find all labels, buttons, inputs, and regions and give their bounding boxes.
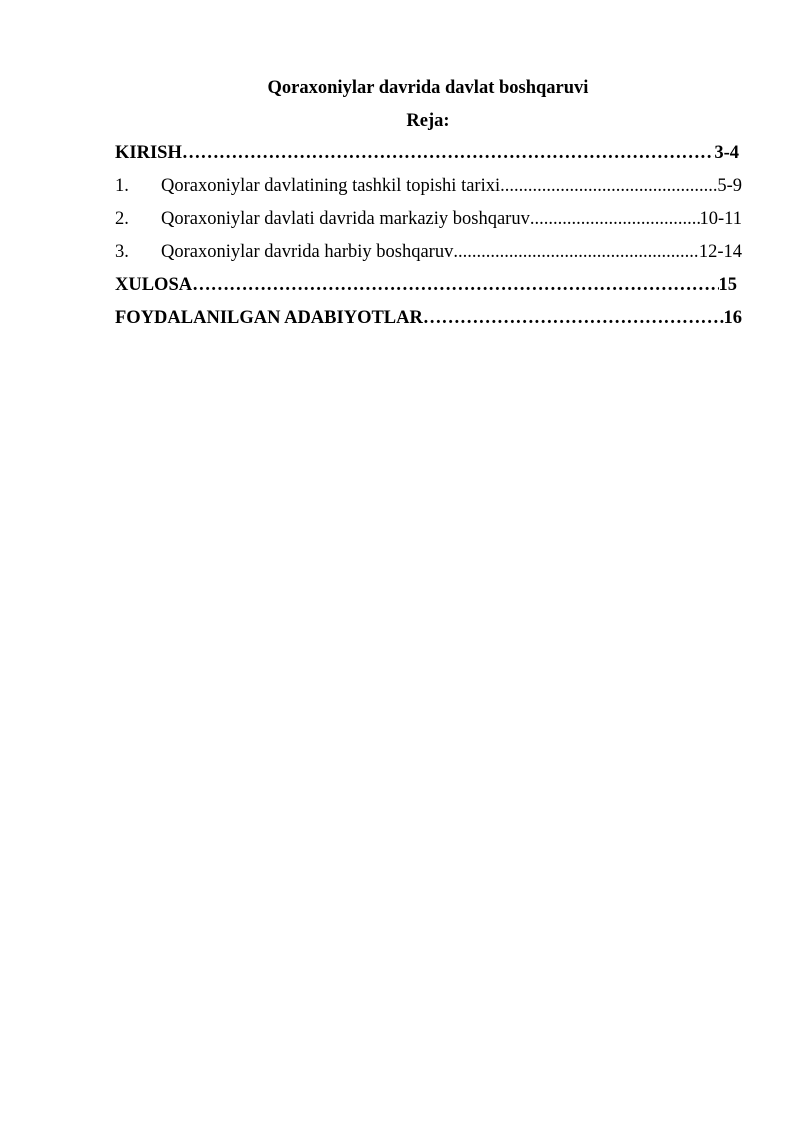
toc-entry-1 [115,175,742,208]
toc-leader-dots [453,241,699,263]
toc-entry-intro [115,142,739,175]
plan-heading: Reja: [406,111,450,131]
toc-conclusion-pages: 15 [718,275,737,295]
toc-leader-dots [192,274,718,296]
toc-entry-number: 2. [115,209,129,229]
toc-references-pages: 16 [723,308,742,328]
toc-entry-2 [115,208,742,241]
toc-leader-dots [423,307,724,329]
toc-references-label: FOYDALANILGAN ADABIYOTLAR [115,308,423,328]
toc-entry-label: Qoraxoniylar davlati davrida markaziy boshqaruv [161,209,530,229]
toc-leader-dots [182,142,715,164]
toc-entry-pages: 5-9 [717,176,742,196]
toc-entry-conclusion [115,274,737,307]
toc-entry-references [115,307,742,340]
toc-conclusion-label: XULOSA [115,275,193,295]
toc-entry-pages: 10-11 [699,209,742,229]
toc-entry-pages: 12-14 [698,242,742,262]
toc-entry-label: Qoraxoniylar davlatining tashkil topishi tarixi [161,176,501,196]
toc-leader-dots [500,175,717,197]
toc-entry-3 [115,241,742,274]
toc-intro-label: KIRISH [115,143,182,163]
toc-entry-label: Qoraxoniylar davrida harbiy boshqaruv [161,242,454,262]
toc-entry-number: 1. [115,176,129,196]
toc-intro-pages: 3-4 [714,143,739,163]
toc-entry-number: 3. [115,242,129,262]
table-of-contents [115,142,742,340]
document-title: Qoraxoniylar davrida davlat boshqaruvi [267,78,589,98]
toc-leader-dots [530,208,700,230]
